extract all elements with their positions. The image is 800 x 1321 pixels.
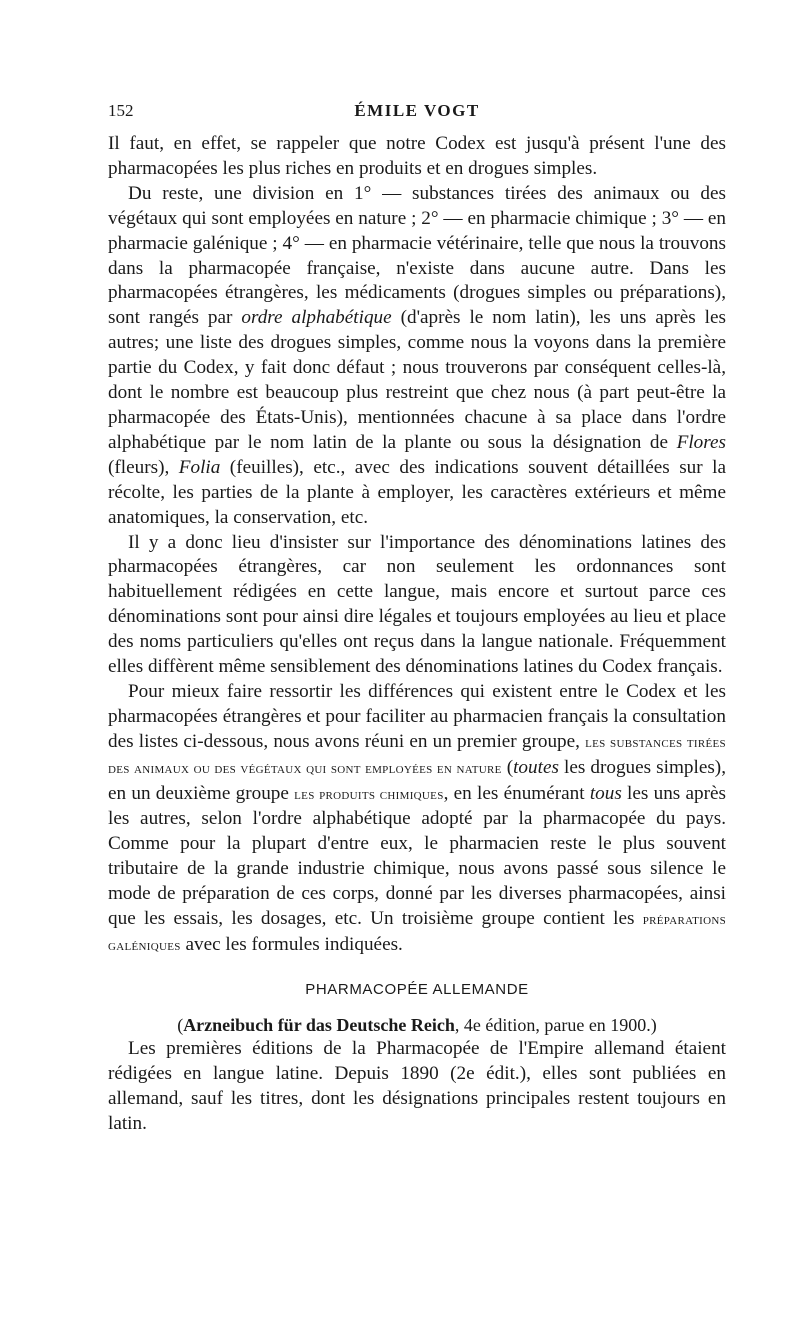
section-subheading-rest: , 4e édition, parue en 1900.) [454,1014,657,1035]
paragraph-2-emphasis-2: Flores [676,431,726,453]
paragraph-4-part-a: Pour mieux faire ressortir les différences qui existent entre le Codex et les pharmacopées étrangères et pour faciliter au pharmacien français la consultation des listes ci-dessous, nous avons réuni en un premier groupe, [108,680,726,752]
paragraph-4-part-e: les uns après les autres, selon l'ordre alphabétique adopté par la pharmacopée du pays. Comme pour la plupart d'entre eux, le pharmacien reste le plus souvent tributaire de la grande industrie chimique, nous avons passé sous silence le mode de préparation de ces corps, donné par les diverses pharmacopées, ainsi que les essais, les dosages, etc. Un troisième groupe contient les [108,782,727,930]
body-text [108,132,726,1137]
paragraph-4 [108,680,726,959]
section-subheading [108,1013,726,1037]
paragraph-2 [108,182,726,531]
paragraph-2-part-c: (fleurs), [108,456,179,478]
paragraph-4-emphasis-2: tous [589,782,622,804]
paragraph-2-emphasis-1: ordre alphabétique [241,307,392,329]
section-heading: PHARMACOPÉE ALLEMANDE [305,980,529,998]
section-paragraph-1: Les premières éditions de la Pharmacopée de l'Empire allemand étaient rédigées en langue latine. Depuis 1890 (2e édit.), elles sont publiées en allemand, sauf les titres, dont les désignations principales restent toujours en latin. [108,1037,726,1134]
paragraph-1: Il faut, en effet, se rappeler que notre Codex est jusqu'à présent l'une des pharmacopées les plus riches en produits et en drogues simples. [108,133,726,179]
section-subheading-open: ( [177,1014,184,1035]
paragraph-2-emphasis-3: Folia [178,456,221,478]
paragraph-4-smallcaps-3: préparations galéniques [108,912,726,954]
paragraph-2-part-d: (feuilles), etc., avec des indications souvent détaillées sur la récolte, les parties de la plante à employer, les caractères extérieurs et même anatomiques, la conservation, etc. [108,456,726,528]
running-head [108,98,726,124]
paragraph-4-smallcaps-2: les produits chimiques [294,786,444,803]
paragraph-2-part-b: (d'après le nom latin), les uns après les autres; une liste des drogues simples, comme nous la voyons dans la première partie du Codex, y fait donc défaut ; nous trouverons par conséquent celles-là, dont le nombre est beaucoup plus restreint que chez nous (à part peut-être la pharmacopée des États-Unis), mentionnées chacune à sa place dans l'ordre alphabétique par le nom latin de la plante ou sous la désignation de [108,307,726,453]
page-number: 152 [108,101,134,120]
running-title: ÉMILE VOGT [354,101,480,120]
paragraph-4-emphasis-1: toutes [513,756,559,778]
paragraph-4-part-b: ( [501,756,514,778]
paragraph-4-part-f: avec les formules indiquées. [180,934,403,955]
section-subheading-title: Arzneibuch für das Deutsche Reich [183,1014,455,1035]
paragraph-4-part-d: , en les énumérant [443,782,590,804]
paragraph-3: Il y a donc lieu d'insister sur l'importance des dénominations latines des pharmacopées étrangères, car non seulement les ordonnances sont habituellement rédigées en cette langue, mais encore et surtout parce ces dénominations sont pour ainsi dire légales et toujours employées au lieu et place des noms particuliers qu'elles ont reçus dans la langue nationale. Fréquemment elles diffèrent même sensiblement des dénominations latines du Codex français. [108,531,726,678]
paragraph-4-smallcaps-1: les substances tirées des animaux ou des végétaux qui sont employées en nature [108,734,726,777]
paragraph-2-part-a: Du reste, une division en 1° — substances tirées des animaux ou des végétaux qui sont employées en nature ; 2° — en pharmacie chimique ; 3° — en pharmacie galénique ; 4° — en pharmacie vétérinaire, telle que nous la trouvons dans la pharmacopée française, n'existe dans aucune autre. Dans les pharmacopées étrangères, les médicaments (drogues simples ou préparations), sont rangés par [108,182,726,329]
paragraph-4-part-c: les drogues simples), en un deuxième groupe [108,756,726,804]
